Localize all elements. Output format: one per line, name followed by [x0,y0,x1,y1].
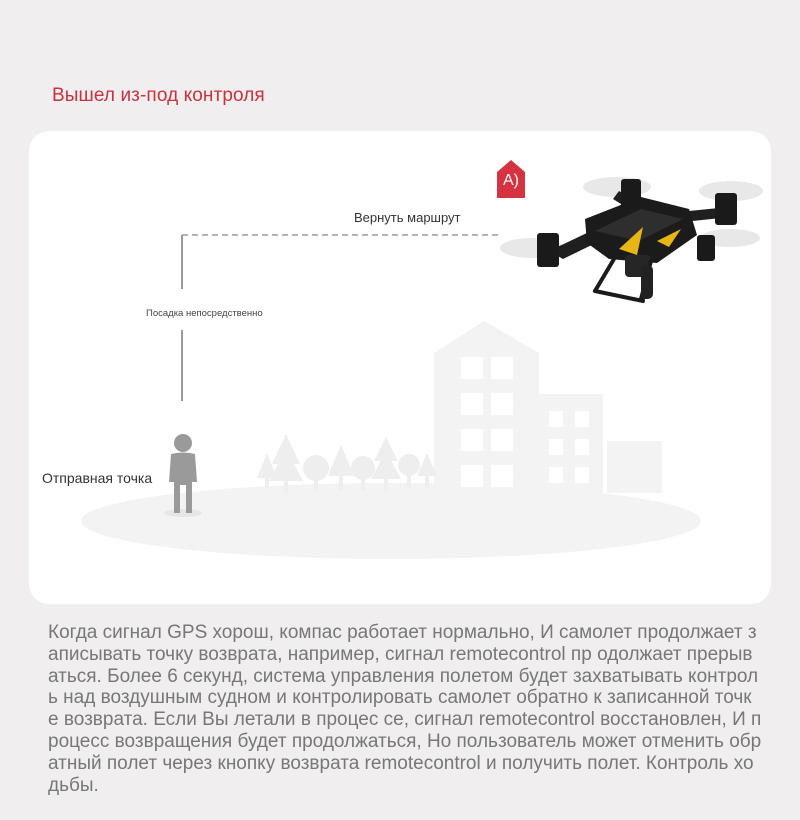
return-route-label: Вернуть маршрут [354,210,461,225]
home-point-label: Отправная точка [42,470,153,486]
drone-icon [500,177,763,301]
diagram-illustration [29,131,771,604]
landing-label: Посадка непосредственно [146,308,263,319]
page-title: Вышел из-под контроля [52,85,265,106]
warning-badge-label: A) [503,172,519,189]
diagram-card [29,131,771,604]
description-paragraph: Когда сигнал GPS хорош, компас работает нормально, И самолет продолжает записывать точку возврата, например, сигнал remotecontrol пр одолжает прерываться. Более 6 секунд, система управления полетом будет захватывать контроль над воздушным судном и контролировать самолет обратно к записанной точке возврата. Если Вы летали в процес се, сигнал remotecontrol восстановлен, И процесс возвращения будет продолжаться, Но пользователь может отменить обратный полет через кнопку возврата remotecontrol и получить полет. Контроль ходьбы. [48,622,762,796]
